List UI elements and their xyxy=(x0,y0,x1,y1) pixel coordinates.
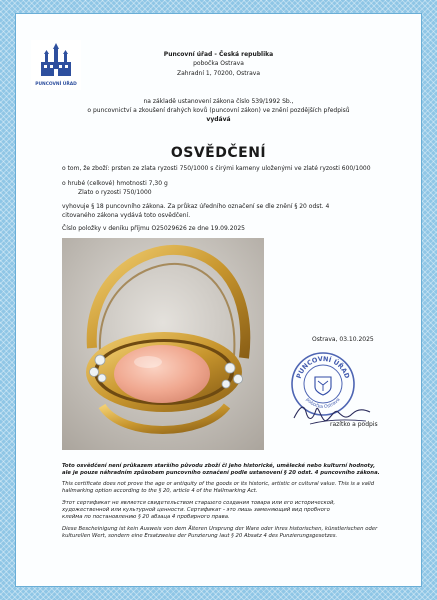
disclaimer-en-line-2: hallmarking option according to the § 20, article 4 of the Hallmarking Act. xyxy=(62,488,258,494)
disclaimer-de-line-2: kulturellen Wert, sondern eine Ersatzweise der Punzierung laut § 20 Absatz 4 des Punzierungsgesetzes. xyxy=(62,533,338,539)
disclaimer-ru-line-1: Этот сертификат не является свидетельством старшего создания товара или его исторической, xyxy=(62,500,336,506)
office-name: Puncovní úřad - Česká republika xyxy=(163,51,274,58)
ring-photo xyxy=(62,238,264,450)
place-and-date: Ostrava, 03.10.2025 xyxy=(312,336,374,343)
logo-text: PUNCOVNÍ ÚŘAD xyxy=(35,82,77,87)
compliance-line-1: vyhovuje § 18 puncovního zákona. Za průkaz úředního označení se dle znění § 20 odst. 4 xyxy=(62,203,330,210)
issues-label: vydává xyxy=(206,116,231,123)
disclaimer-cz-line-2: ale je pouze náhradním způsobem puncovního označení podle ustanovení § 20 odst. 4 puncovního zákona. xyxy=(62,470,380,476)
compliance-line-2: citovaného zákona vydává toto osvědčení. xyxy=(62,212,191,219)
svg-text:PUNCOVNÍ ÚŘAD xyxy=(295,355,352,380)
office-address: Zahradní 1, 70200, Ostrava xyxy=(176,70,261,77)
stamp-top-text: PUNCOVNÍ ÚŘAD xyxy=(294,354,352,380)
disclaimer-ru-line-3: клейма по постановлению § 20 абзаца 4 пробирного права. xyxy=(62,514,230,520)
stamp-and-signature-label: razítko a podpis xyxy=(330,421,378,428)
legal-basis-line-2: o puncovnictví a zkoušení drahých kovů (puncovní zákon) ve znění pozdějších předpisů xyxy=(87,107,350,114)
disclaimer-de-line-1: Diese Bescheinigung ist kein Ausweis von dem Älteren Ursprung der Ware oder ihres historischen, künstlerischen oder xyxy=(62,526,378,532)
registry-number: Číslo položky v deníku příjmu O25029626 ze dne 19.09.2025 xyxy=(62,225,245,232)
item-description: o tom, že zboží: prsten ze zlata ryzosti 750/1000 s čirými kameny uloženými ve zlaté ryzosti 600/1000 xyxy=(62,165,371,172)
legal-basis-line-1: na základě ustanovení zákona číslo 539/1992 Sb., xyxy=(143,98,294,105)
gold-fineness: Zlato o ryzosti 750/1000 xyxy=(78,189,152,196)
disclaimer-en-line-1: This certificate does not prove the age or antiquity of the goods or its historic, artistic or cultural value. This is a valid xyxy=(62,481,375,487)
gross-weight: o hrubé (celkové) hmotnosti 7,30 g xyxy=(62,180,168,187)
office-branch: pobočka Ostrava xyxy=(193,60,244,67)
disclaimer-cz-line-1: Toto osvědčení není průkazem staršího původu zboží či jeho historické, umělecké nebo kulturní hodnoty, xyxy=(62,463,376,469)
stamp-bottom-text: pobočka Ostrava xyxy=(304,397,342,411)
disclaimer-ru-line-2: художественной или культурной ценности. Сертификат - это лишь заменяющий вид пробного xyxy=(62,507,330,513)
certificate-title: OSVĚDČENÍ xyxy=(170,145,267,161)
